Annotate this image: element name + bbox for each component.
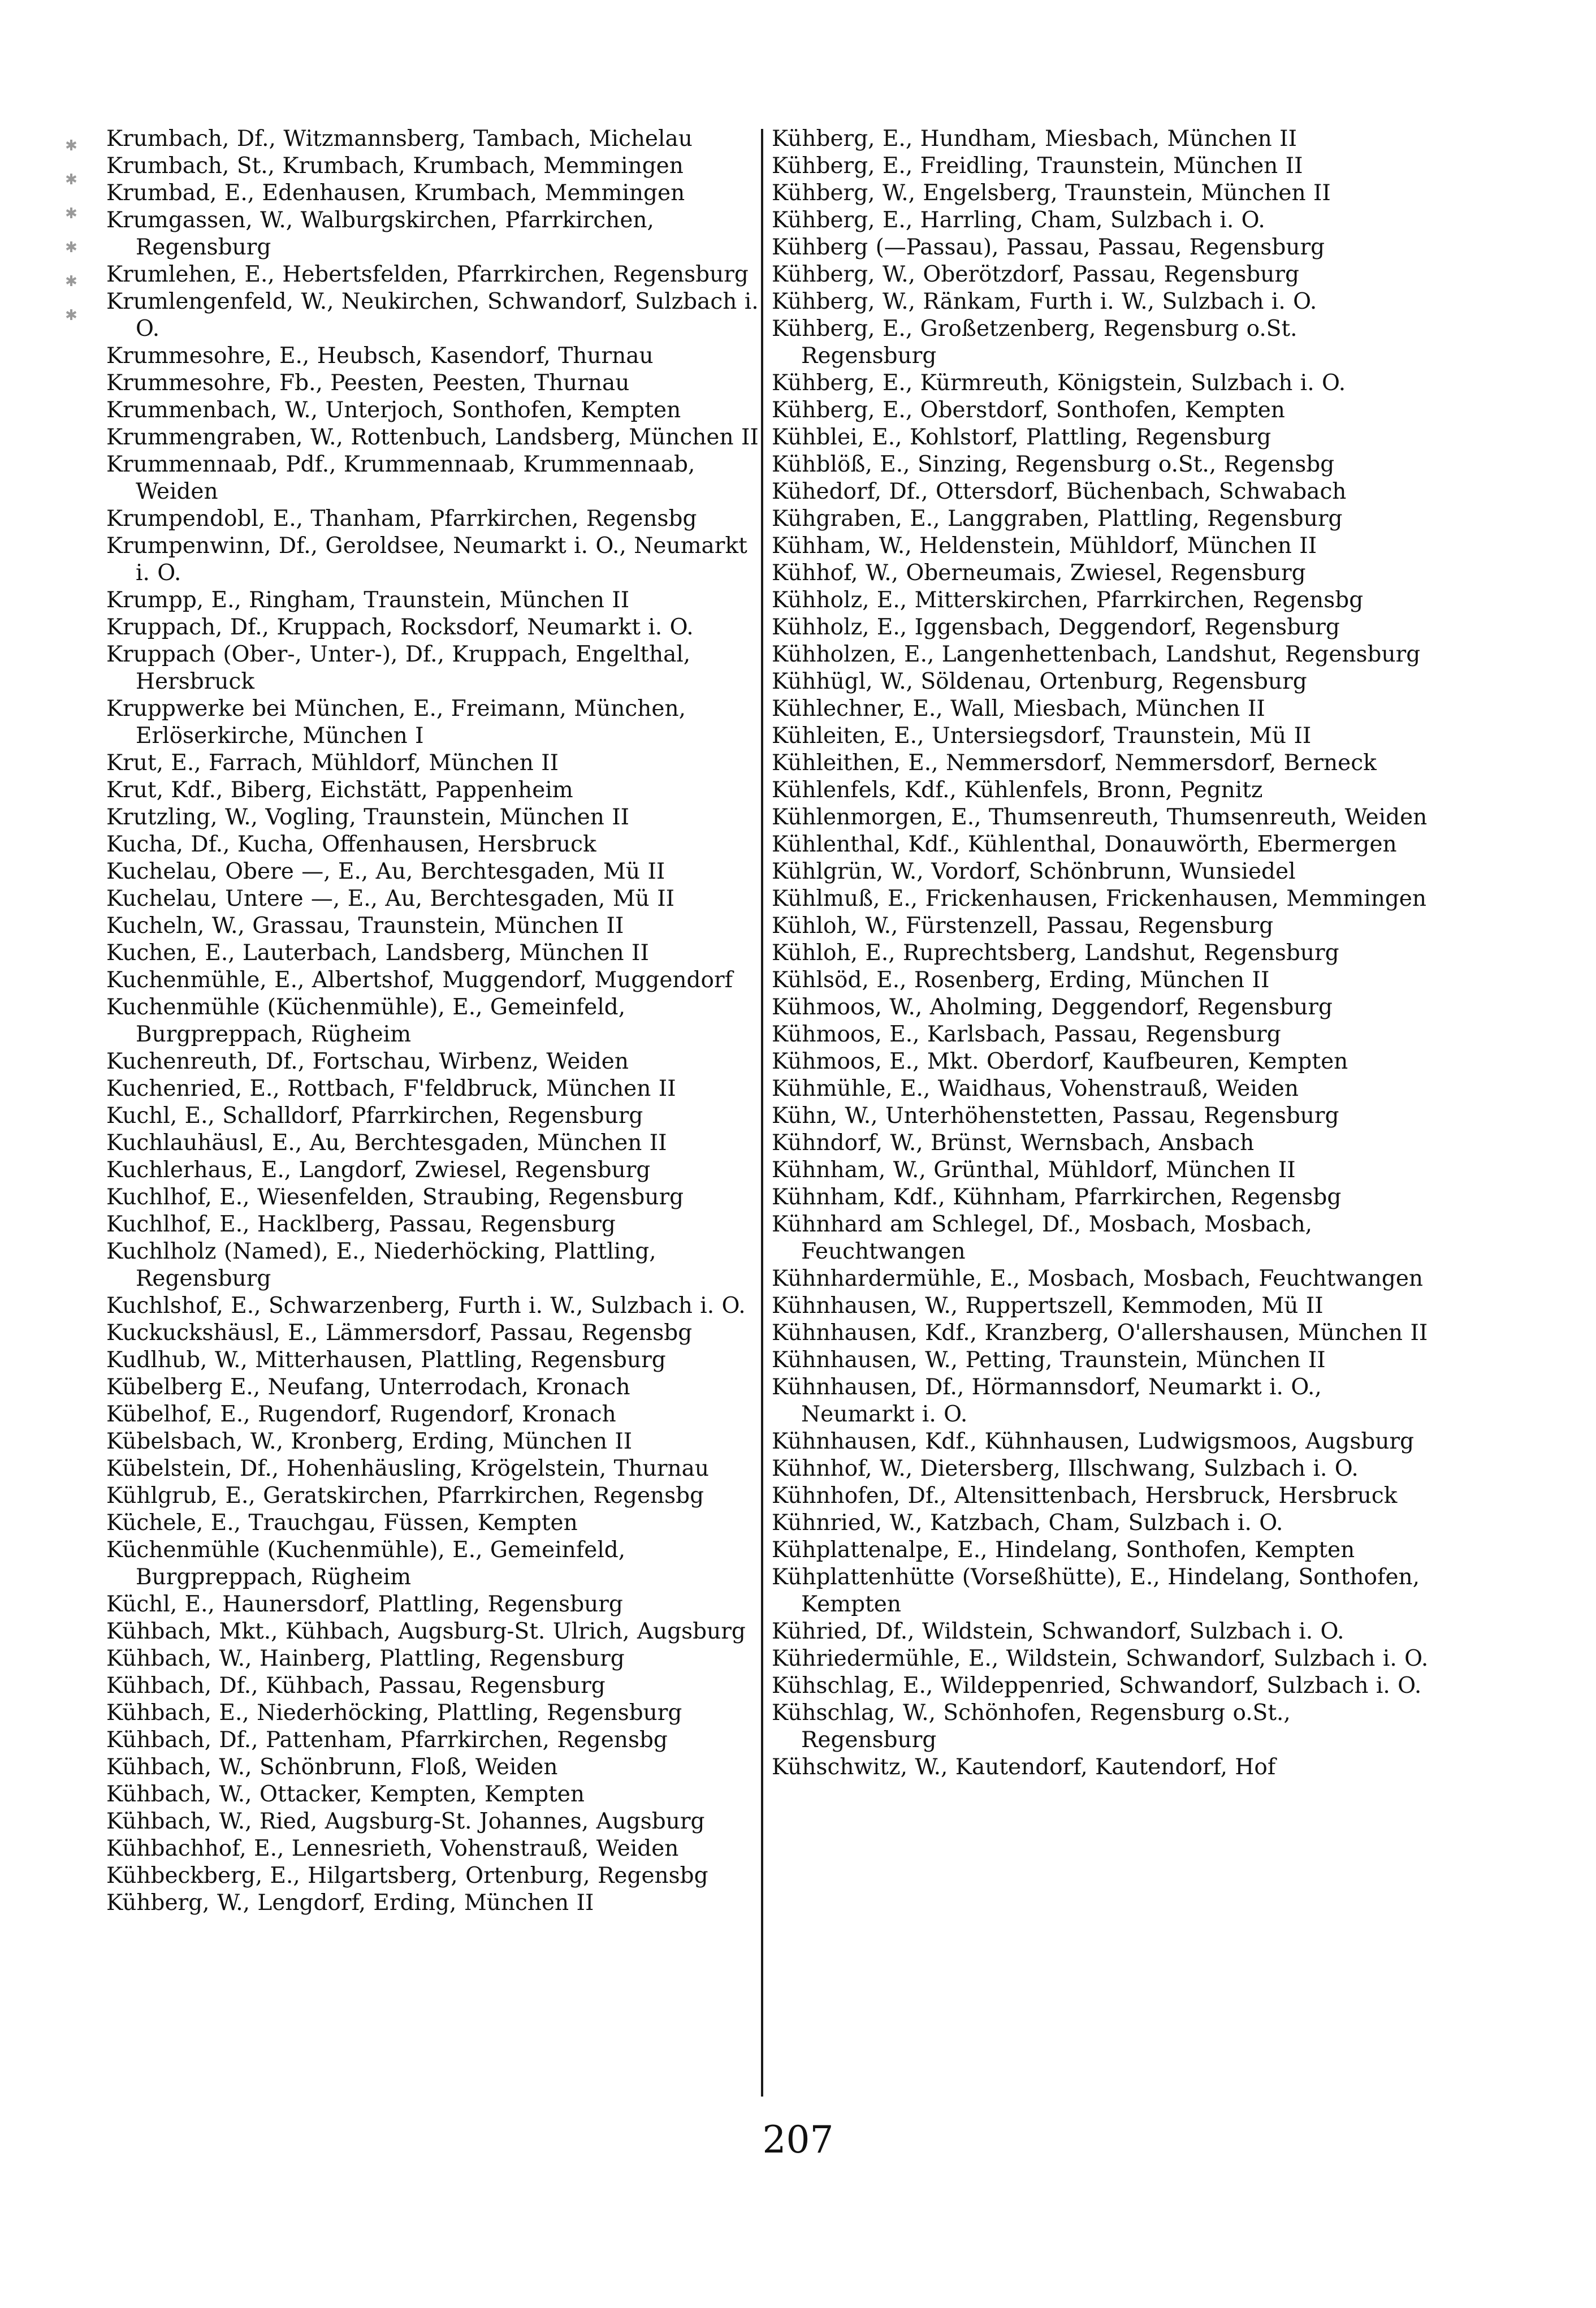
- gazetteer-entry: Kühhof, W., Oberneumais, Zwiesel, Regensburg: [772, 560, 1306, 586]
- gazetteer-entry: Krumpp, E., Ringham, Traunstein, München II: [106, 587, 630, 613]
- gazetteer-entry: Kuchlhof, E., Wiesenfelden, Straubing, Regensburg: [106, 1185, 684, 1210]
- gazetteer-entry: Kühedorf, Df., Ottersdorf, Büchenbach, Schwabach: [772, 479, 1347, 504]
- gazetteer-entry: Kühberg, E., Großetzenberg, Regensburg o.St. Regensburg: [772, 316, 1297, 369]
- gazetteer-entry: Krut, E., Farrach, Mühldorf, München II: [106, 750, 559, 776]
- gazetteer-entry: Kuchenmühle, E., Albertshof, Muggendorf, Muggendorf: [106, 967, 733, 993]
- gazetteer-entry: Kuchenmühle (Küchenmühle), E., Gemeinfeld, Burgpreppach, Rügheim: [106, 995, 626, 1047]
- gazetteer-entry: Kühndorf, W., Brünst, Wernsbach, Ansbach: [772, 1130, 1255, 1156]
- gazetteer-entry: Kühlgrün, W., Vordorf, Schönbrunn, Wunsiedel: [772, 859, 1296, 884]
- gazetteer-entry: Kühbeckberg, E., Hilgartsberg, Ortenburg, Regensbg: [106, 1863, 708, 1888]
- gazetteer-entry: Kühlmuß, E., Frickenhausen, Frickenhausen, Memmingen: [772, 886, 1427, 911]
- gazetteer-entry: Krumbad, E., Edenhausen, Krumbach, Memmingen: [106, 180, 685, 206]
- column-divider: [761, 129, 763, 2097]
- gazetteer-entry: Kühlechner, E., Wall, Miesbach, München II: [772, 696, 1265, 721]
- gazetteer-entry: Kuchenried, E., Rottbach, F'feldbruck, München II: [106, 1076, 676, 1101]
- gazetteer-entry: Krumlengenfeld, W., Neukirchen, Schwandorf, Sulzbach i. O.: [106, 289, 759, 342]
- margin-mark-icon: ✱: [65, 239, 77, 256]
- gazetteer-entry: Kühlgrub, E., Geratskirchen, Pfarrkirchen, Regensbg: [106, 1483, 704, 1509]
- gazetteer-entry: Kühblei, E., Kohlstorf, Plattling, Regensburg: [772, 425, 1271, 450]
- gazetteer-entry: Kübelhof, E., Rugendorf, Rugendorf, Kronach: [106, 1402, 616, 1427]
- gazetteer-entry: Kühnham, Kdf., Kühnham, Pfarrkirchen, Regensbg: [772, 1185, 1342, 1210]
- margin-mark-icon: ✱: [65, 137, 77, 154]
- gazetteer-entry: Kühlenthal, Kdf., Kühlenthal, Donauwörth, Ebermergen: [772, 832, 1397, 857]
- gazetteer-entry: Kühnried, W., Katzbach, Cham, Sulzbach i. O.: [772, 1510, 1283, 1536]
- gazetteer-entry: Kühnhausen, W., Petting, Traunstein, München II: [772, 1347, 1326, 1373]
- gazetteer-entry: Krumbach, Df., Witzmannsberg, Tambach, Michelau: [106, 126, 693, 152]
- gazetteer-entry: Krutzling, W., Vogling, Traunstein, München II: [106, 805, 630, 830]
- gazetteer-entry: Kühbach, W., Ried, Augsburg-St. Johannes, Augsburg: [106, 1809, 705, 1834]
- gazetteer-entry: Kübelberg E., Neufang, Unterrodach, Kronach: [106, 1375, 630, 1400]
- gazetteer-entry: Kühberg, W., Ränkam, Furth i. W., Sulzbach i. O.: [772, 289, 1317, 314]
- gazetteer-entry: Kühriedermühle, E., Wildstein, Schwandorf, Sulzbach i. O.: [772, 1646, 1429, 1671]
- gazetteer-entry: Kühleiten, E., Untersiegsdorf, Traunstein, Mü II: [772, 723, 1312, 749]
- gazetteer-entry: Krummenbach, W., Unterjoch, Sonthofen, Kempten: [106, 397, 681, 423]
- gazetteer-entry: Küchenmühle (Kuchenmühle), E., Gemeinfeld, Burgpreppach, Rügheim: [106, 1537, 626, 1590]
- gazetteer-entry: Krummennaab, Pdf., Krummennaab, Krummennaab, Weiden: [106, 452, 695, 504]
- gazetteer-entry: Kühberg, W., Oberötzdorf, Passau, Regensburg: [772, 262, 1299, 287]
- gazetteer-entry: Kühnham, W., Grünthal, Mühldorf, München II: [772, 1157, 1296, 1183]
- gazetteer-entry: Kruppach, Df., Kruppach, Rocksdorf, Neumarkt i. O.: [106, 615, 694, 640]
- gazetteer-entry: Kühberg, E., Oberstdorf, Sonthofen, Kempten: [772, 397, 1285, 423]
- gazetteer-entry: Küchl, E., Haunersdorf, Plattling, Regensburg: [106, 1592, 623, 1617]
- gazetteer-entry: Krumgassen, W., Walburgskirchen, Pfarrkirchen, Regensburg: [106, 208, 654, 260]
- gazetteer-entry: Kucha, Df., Kucha, Offenhausen, Hersbruck: [106, 832, 596, 857]
- gazetteer-entry: Kühnhard am Schlegel, Df., Mosbach, Mosbach, Feuchtwangen: [772, 1212, 1313, 1264]
- gazetteer-entry: Kühschlag, W., Schönhofen, Regensburg o.St., Regensburg: [772, 1700, 1291, 1753]
- gazetteer-entry: Kühnhardermühle, E., Mosbach, Mosbach, Feuchtwangen: [772, 1266, 1424, 1291]
- gazetteer-entry: Kühberg (—Passau), Passau, Passau, Regensburg: [772, 235, 1325, 260]
- gazetteer-entry: Kruppach (Ober-, Unter-), Df., Kruppach, Engelthal, Hersbruck: [106, 642, 691, 694]
- gazetteer-entry: Kühbach, Df., Kühbach, Passau, Regensburg: [106, 1673, 605, 1698]
- gazetteer-entry: Krumlehen, E., Hebertsfelden, Pfarrkirchen, Regensburg: [106, 262, 749, 287]
- gazetteer-entry: Kühmoos, E., Mkt. Oberdorf, Kaufbeuren, Kempten: [772, 1049, 1348, 1074]
- gazetteer-entry: Kühnhausen, W., Ruppertszell, Kemmoden, Mü II: [772, 1293, 1323, 1319]
- gazetteer-entry: Kühberg, W., Lengdorf, Erding, München II: [106, 1890, 594, 1916]
- gazetteer-entry: Kühgraben, E., Langgraben, Plattling, Regensburg: [772, 506, 1343, 531]
- gazetteer-entry: Kuchelau, Untere —, E., Au, Berchtesgaden, Mü II: [106, 886, 675, 911]
- gazetteer-entry: Kruppwerke bei München, E., Freimann, München, Erlöserkirche, München I: [106, 696, 686, 749]
- gazetteer-entry: Kühberg, E., Harrling, Cham, Sulzbach i. O.: [772, 208, 1265, 233]
- gazetteer-entry: Kuchelau, Obere —, E., Au, Berchtesgaden, Mü II: [106, 859, 665, 884]
- gazetteer-entry: Kühn, W., Unterhöhenstetten, Passau, Regensburg: [772, 1103, 1339, 1129]
- right-column: [772, 126, 1433, 1781]
- left-column: [106, 126, 768, 1917]
- gazetteer-entry: Kühberg, E., Freidling, Traunstein, München II: [772, 153, 1303, 179]
- gazetteer-entry: Kühhügl, W., Söldenau, Ortenburg, Regensburg: [772, 669, 1307, 694]
- gazetteer-entry: Kühnhausen, Df., Hörmannsdorf, Neumarkt i. O., Neumarkt i. O.: [772, 1375, 1322, 1427]
- gazetteer-entry: Kühbach, W., Ottacker, Kempten, Kempten: [106, 1782, 585, 1807]
- gazetteer-entry: Kühlenmorgen, E., Thumsenreuth, Thumsenreuth, Weiden: [772, 805, 1428, 830]
- gazetteer-entry: Kuchen, E., Lauterbach, Landsberg, München II: [106, 940, 649, 966]
- margin-mark-icon: ✱: [65, 171, 77, 188]
- gazetteer-entry: Kuchenreuth, Df., Fortschau, Wirbenz, Weiden: [106, 1049, 629, 1074]
- gazetteer-entry: Kühholz, E., Iggensbach, Deggendorf, Regensburg: [772, 615, 1340, 640]
- gazetteer-entry: Kühberg, W., Engelsberg, Traunstein, München II: [772, 180, 1331, 206]
- gazetteer-entry: Kuchlholz (Named), E., Niederhöcking, Plattling, Regensburg: [106, 1239, 656, 1291]
- gazetteer-entry: Kühblöß, E., Sinzing, Regensburg o.St., Regensbg: [772, 452, 1335, 477]
- gazetteer-entry: Kühmoos, E., Karlsbach, Passau, Regensburg: [772, 1022, 1281, 1047]
- gazetteer-entry: Krumpendobl, E., Thanham, Pfarrkirchen, Regensbg: [106, 506, 697, 531]
- margin-mark-icon: ✱: [65, 205, 77, 222]
- gazetteer-entry: Kühberg, E., Hundham, Miesbach, München II: [772, 126, 1297, 152]
- gazetteer-entry: Kühbach, W., Schönbrunn, Floß, Weiden: [106, 1754, 558, 1780]
- gazetteer-entry: Kühbach, Mkt., Kühbach, Augsburg-St. Ulrich, Augsburg: [106, 1619, 746, 1644]
- gazetteer-entry: Kuchlshof, E., Schwarzenberg, Furth i. W., Sulzbach i. O.: [106, 1293, 746, 1319]
- gazetteer-entry: Kühmoos, W., Aholming, Deggendorf, Regensburg: [772, 995, 1333, 1020]
- gazetteer-entry: Kühlsöd, E., Rosenberg, Erding, München II: [772, 967, 1270, 993]
- gazetteer-entry: Kühplattenhütte (Vorseßhütte), E., Hindelang, Sonthofen, Kempten: [772, 1564, 1420, 1617]
- gazetteer-entry: Kühlenfels, Kdf., Kühlenfels, Bronn, Pegnitz: [772, 777, 1263, 803]
- gazetteer-entry: Kühplattenalpe, E., Hindelang, Sonthofen, Kempten: [772, 1537, 1355, 1563]
- gazetteer-entry: Kühschlag, E., Wildeppenried, Schwandorf, Sulzbach i. O.: [772, 1673, 1422, 1698]
- gazetteer-entry: Kühbach, W., Hainberg, Plattling, Regensburg: [106, 1646, 625, 1671]
- gazetteer-entry: Kühried, Df., Wildstein, Schwandorf, Sulzbach i. O.: [772, 1619, 1344, 1644]
- gazetteer-entry: Kuchl, E., Schalldorf, Pfarrkirchen, Regensburg: [106, 1103, 643, 1129]
- gazetteer-entry: Kühholz, E., Mitterskirchen, Pfarrkirchen, Regensbg: [772, 587, 1364, 613]
- margin-mark-icon: ✱: [65, 273, 77, 290]
- gazetteer-entry: Kühnhausen, Kdf., Kranzberg, O'allershausen, München II: [772, 1320, 1428, 1346]
- margin-marks: [54, 129, 88, 638]
- gazetteer-entry: Kühbach, E., Niederhöcking, Plattling, Regensburg: [106, 1700, 682, 1726]
- gazetteer-entry: Kühnhof, W., Dietersberg, Illschwang, Sulzbach i. O.: [772, 1456, 1359, 1481]
- margin-mark-icon: ✱: [65, 307, 77, 324]
- gazetteer-entry: Kühmühle, E., Waidhaus, Vohenstrauß, Weiden: [772, 1076, 1299, 1101]
- gazetteer-entry: Kühnhofen, Df., Altensittenbach, Hersbruck, Hersbruck: [772, 1483, 1398, 1509]
- gazetteer-entry: Kübelsbach, W., Kronberg, Erding, München II: [106, 1429, 633, 1454]
- gazetteer-entry: Kühbach, Df., Pattenham, Pfarrkirchen, Regensbg: [106, 1727, 668, 1753]
- gazetteer-entry: Kühleithen, E., Nemmersdorf, Nemmersdorf, Berneck: [772, 750, 1377, 776]
- gazetteer-entry: Krut, Kdf., Biberg, Eichstätt, Pappenheim: [106, 777, 573, 803]
- gazetteer-entry: Krumbach, St., Krumbach, Krumbach, Memmingen: [106, 153, 684, 179]
- gazetteer-entry: Krummesohre, E., Heubsch, Kasendorf, Thurnau: [106, 343, 654, 369]
- page-number: 207: [762, 2118, 834, 2162]
- gazetteer-entry: Kühbachhof, E., Lennesrieth, Vohenstrauß, Weiden: [106, 1836, 679, 1861]
- gazetteer-entry: Krummesohre, Fb., Peesten, Peesten, Thurnau: [106, 370, 630, 396]
- gazetteer-entry: Krumpenwinn, Df., Geroldsee, Neumarkt i. O., Neumarkt i. O.: [106, 533, 747, 586]
- gazetteer-entry: Kühberg, E., Kürmreuth, Königstein, Sulzbach i. O.: [772, 370, 1346, 396]
- gazetteer-entry: Kucheln, W., Grassau, Traunstein, München II: [106, 913, 624, 939]
- gazetteer-entry: Kübelstein, Df., Hohenhäusling, Krögelstein, Thurnau: [106, 1456, 710, 1481]
- gazetteer-entry: Kühschwitz, W., Kautendorf, Kautendorf, Hof: [772, 1754, 1276, 1780]
- gazetteer-entry: Küchele, E., Trauchgau, Füssen, Kempten: [106, 1510, 578, 1536]
- gazetteer-entry: Kuchlauhäusl, E., Au, Berchtesgaden, München II: [106, 1130, 667, 1156]
- gazetteer-entry: Kuchlerhaus, E., Langdorf, Zwiesel, Regensburg: [106, 1157, 651, 1183]
- gazetteer-entry: Kuckuckshäusl, E., Lämmersdorf, Passau, Regensbg: [106, 1320, 693, 1346]
- gazetteer-entry: Kühham, W., Heldenstein, Mühldorf, München II: [772, 533, 1317, 559]
- gazetteer-entry: Krummengraben, W., Rottenbuch, Landsberg, München II: [106, 425, 759, 450]
- gazetteer-entry: Kühholzen, E., Langenhettenbach, Landshut, Regensburg: [772, 642, 1421, 667]
- gazetteer-entry: Kühloh, E., Ruprechtsberg, Landshut, Regensburg: [772, 940, 1339, 966]
- gazetteer-entry: Kühnhausen, Kdf., Kühnhausen, Ludwigsmoos, Augsburg: [772, 1429, 1415, 1454]
- gazetteer-entry: Kühloh, W., Fürstenzell, Passau, Regensburg: [772, 913, 1274, 939]
- gazetteer-entry: Kuchlhof, E., Hacklberg, Passau, Regensburg: [106, 1212, 616, 1237]
- gazetteer-entry: Kudlhub, W., Mitterhausen, Plattling, Regensburg: [106, 1347, 666, 1373]
